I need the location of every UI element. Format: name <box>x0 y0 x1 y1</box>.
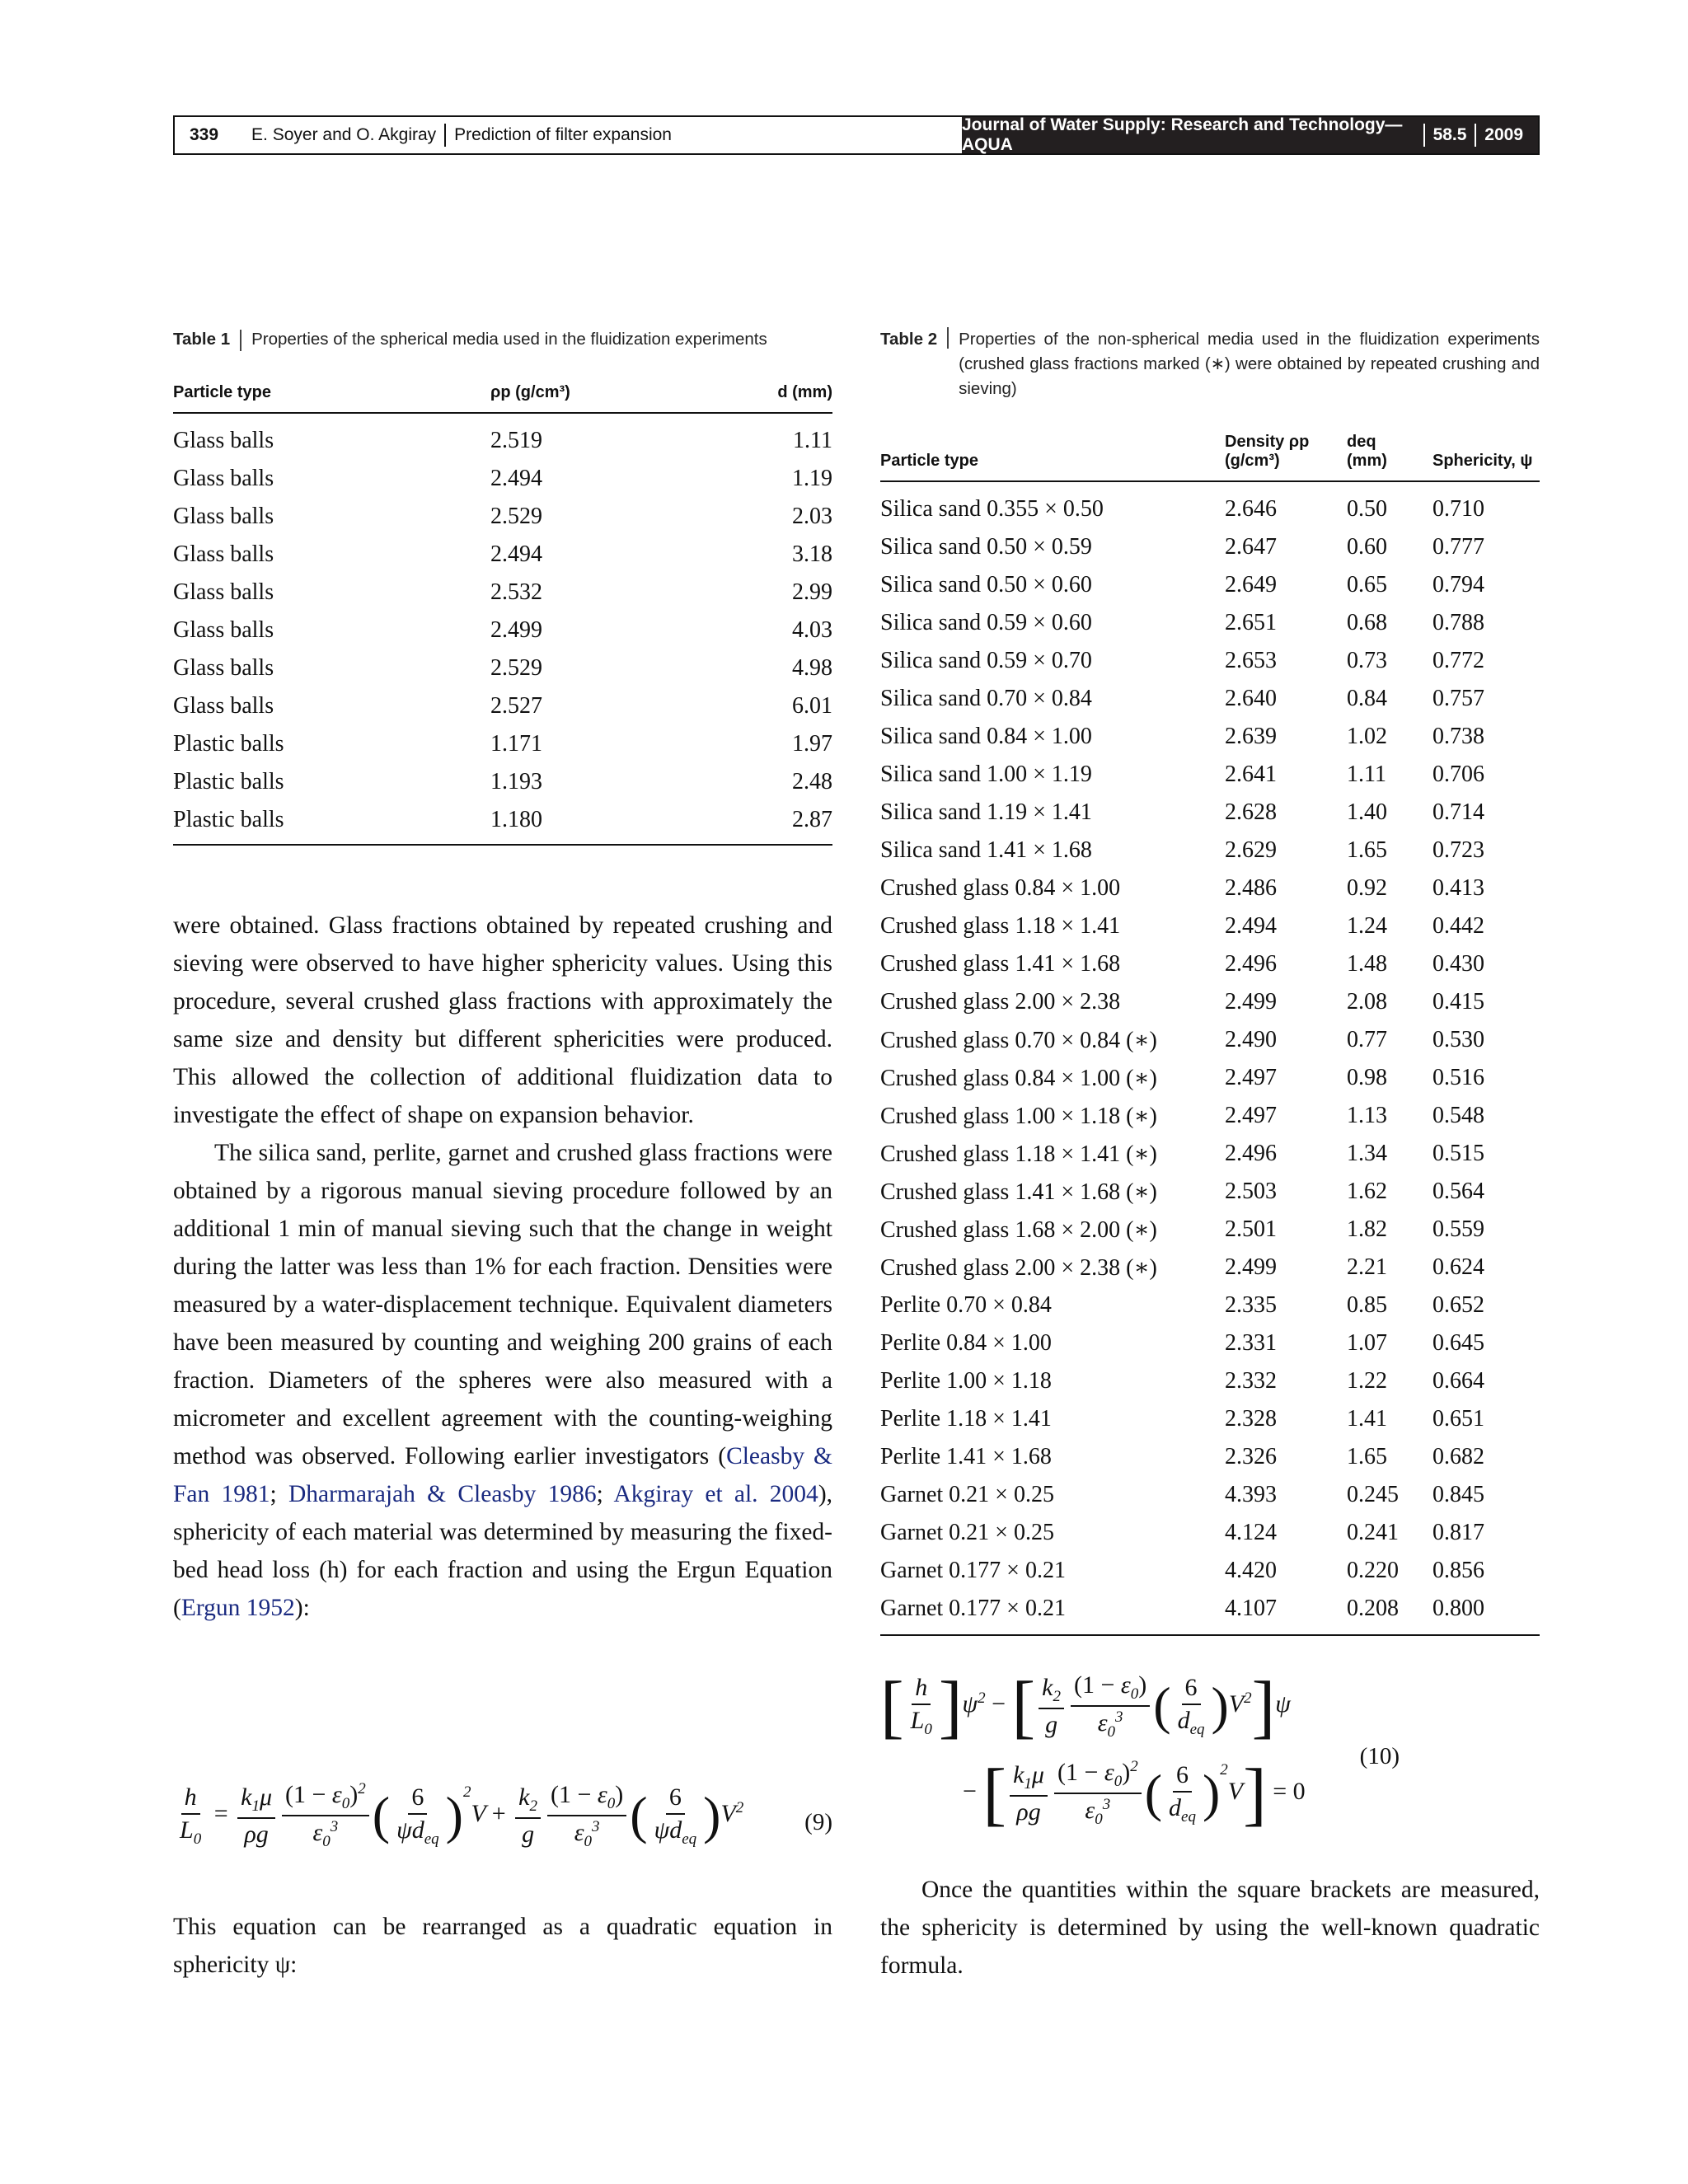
table-cell: 2.496 <box>1225 1141 1277 1166</box>
left-body-text-2 <box>173 1908 832 1984</box>
table-row <box>880 983 1540 1021</box>
table-cell: 0.738 <box>1432 724 1484 749</box>
table1-caption-text: Properties of the spherical media used in the fluidization experiments <box>251 330 767 349</box>
table-row <box>880 1249 1540 1286</box>
paragraph: Once the quantities within the square brackets are measured, the sphericity is determined by using the well-known quadratic formula. <box>880 1877 1540 1979</box>
table-cell: Plastic balls <box>173 769 284 794</box>
table-cell: Glass balls <box>173 579 274 605</box>
right-body-text <box>880 1871 1540 1985</box>
table-cell: Garnet 0.21 × 0.25 <box>880 1482 1054 1507</box>
table-cell: 4.03 <box>792 617 832 643</box>
equation-number: (10) <box>1359 1743 1400 1769</box>
table-row <box>880 1514 1540 1552</box>
table2-header-row <box>880 433 1540 481</box>
table-row <box>880 832 1540 869</box>
table-cell: Glass balls <box>173 617 274 643</box>
table-row <box>880 1362 1540 1400</box>
table-row <box>173 413 832 460</box>
table-cell: 0.85 <box>1347 1292 1387 1318</box>
table-cell: Crushed glass 1.00 × 1.18 (∗) <box>880 1104 1157 1129</box>
table-cell: 1.40 <box>1347 799 1387 825</box>
table-row <box>880 869 1540 907</box>
table-cell: 2.496 <box>1225 951 1277 977</box>
table-cell: 0.788 <box>1432 610 1484 635</box>
table-row <box>880 566 1540 604</box>
table-cell: 0.84 <box>1347 686 1387 711</box>
table-row <box>880 756 1540 794</box>
table-cell: Garnet 0.177 × 0.21 <box>880 1558 1066 1583</box>
table-cell: 2.494 <box>490 541 542 567</box>
table-row <box>173 460 832 498</box>
table-cell: 0.73 <box>1347 648 1387 673</box>
table-row <box>173 725 832 763</box>
table-cell: 2.640 <box>1225 686 1277 711</box>
table-row <box>880 1438 1540 1476</box>
table-cell: 2.646 <box>1225 496 1277 522</box>
table-cell: Perlite 1.00 × 1.18 <box>880 1368 1052 1394</box>
table-cell: 0.516 <box>1432 1065 1484 1090</box>
table-cell: 2.529 <box>490 504 542 529</box>
table-cell: 2.99 <box>792 579 832 605</box>
table-cell: Silica sand 0.50 × 0.60 <box>880 572 1092 598</box>
table-cell: 0.757 <box>1432 686 1484 711</box>
table-cell: 0.772 <box>1432 648 1484 673</box>
table-cell: Crushed glass 1.68 × 2.00 (∗) <box>880 1217 1157 1243</box>
table-cell: 0.714 <box>1432 799 1484 825</box>
table-cell: 2.497 <box>1225 1103 1277 1128</box>
table-cell: Silica sand 0.50 × 0.59 <box>880 534 1092 560</box>
table-row <box>880 1211 1540 1249</box>
table-row <box>173 574 832 612</box>
table-cell: Garnet 0.21 × 0.25 <box>880 1520 1054 1545</box>
table-cell: Glass balls <box>173 466 274 491</box>
table-cell: 1.11 <box>793 428 832 453</box>
table1-col-header: Particle type <box>173 383 271 401</box>
table-cell: 2.649 <box>1225 572 1277 598</box>
header-right <box>962 117 1538 153</box>
table-cell: 0.208 <box>1347 1596 1399 1621</box>
table2-label: Table 2 <box>880 330 938 349</box>
table-cell: 0.92 <box>1347 875 1387 901</box>
paragraph: The silica sand, perlite, garnet and crushed glass fractions were obtained by a rigorous manual sieving procedure followed by an additional 1 min of manual sieving such that the change in weight during the latter was less than 1% for each fraction. Densities were measured by a water-displacement technique. Equivalent diameters have been measured by counting and weighing 200 grains of each fraction. Diameters of the spheres were also measured with a micrometer and excellent agreement with the counting-weighing method was observed. Following earlier investigators (Cleasby & Fan 1981; Dharmarajah & Cleasby 1986; Akgiray et al. 2004), sphericity of each material was determined by measuring the fixed-bed head loss (h) for each fraction and using the Ergun Equation (Ergun 1952): <box>173 1140 833 1621</box>
table-cell: 0.415 <box>1432 989 1484 1015</box>
journal-name: Journal of Water Supply: Research and Technology—AQUA <box>962 115 1403 154</box>
table2-col-header: Sphericity, ψ <box>1432 452 1533 470</box>
table-cell: 2.326 <box>1225 1444 1277 1469</box>
table-cell: 1.07 <box>1347 1330 1387 1356</box>
table-cell: 4.98 <box>792 655 832 681</box>
table-cell: 0.98 <box>1347 1065 1387 1090</box>
table-cell: Crushed glass 1.18 × 1.41 <box>880 913 1121 939</box>
table-cell: Silica sand 1.00 × 1.19 <box>880 762 1092 787</box>
table-cell: Garnet 0.177 × 0.21 <box>880 1596 1066 1621</box>
table1-header-row <box>173 383 832 413</box>
table-cell: Crushed glass 1.18 × 1.41 (∗) <box>880 1141 1157 1167</box>
table-cell: 2.48 <box>792 769 832 794</box>
table-cell: 1.97 <box>792 731 832 757</box>
table-cell: 0.77 <box>1347 1027 1387 1052</box>
table2 <box>880 433 1540 1636</box>
table-cell: 0.645 <box>1432 1330 1484 1356</box>
table-cell: 0.794 <box>1432 572 1484 598</box>
table-cell: 2.332 <box>1225 1368 1277 1394</box>
table-cell: 0.652 <box>1432 1292 1484 1318</box>
table-cell: 2.03 <box>792 504 832 529</box>
table-row <box>880 945 1540 983</box>
table-row <box>880 907 1540 945</box>
header-left <box>175 117 962 153</box>
table-cell: 0.559 <box>1432 1216 1484 1242</box>
header-authors: E. Soyer and O. Akgiray <box>251 125 437 144</box>
table1-label: Table 1 <box>173 330 231 349</box>
table-cell: 2.651 <box>1225 610 1277 635</box>
table-cell: 0.442 <box>1432 913 1484 939</box>
table-cell: 0.220 <box>1347 1558 1399 1583</box>
table-cell: 2.328 <box>1225 1406 1277 1432</box>
table-cell: Plastic balls <box>173 807 284 832</box>
table-cell: Silica sand 0.355 × 0.50 <box>880 496 1104 522</box>
equation-9: $\frac{h}{L_0}$ = $\frac{k_1\mu}{\rho g}$ $\frac{(1 - \varepsilon_0)^2}{\varepsilon_0^3}$ ( $\frac{6}{\psi d_{eq}}$ )$^2$V + $\frac{k_2}{g}$ $\frac{(1 - \varepsilon_0)}{\varepsilon_0^3}$ ( $\frac{6}{\psi d_{eq}}$ )$V^2$ <box>180 1780 744 1850</box>
table-cell: 1.193 <box>490 769 542 794</box>
table-row <box>173 687 832 725</box>
table-row <box>880 718 1540 756</box>
table-cell: 2.641 <box>1225 762 1277 787</box>
table-cell: Crushed glass 0.84 × 1.00 (∗) <box>880 1066 1157 1091</box>
table-cell: Plastic balls <box>173 731 284 757</box>
table-cell: Glass balls <box>173 541 274 567</box>
table-cell: 2.647 <box>1225 534 1277 560</box>
table-cell: 2.335 <box>1225 1292 1277 1318</box>
table-cell: Silica sand 1.19 × 1.41 <box>880 799 1092 825</box>
table-cell: 4.393 <box>1225 1482 1277 1507</box>
table-cell: 2.639 <box>1225 724 1277 749</box>
table-cell: 0.245 <box>1347 1482 1399 1507</box>
table-cell: 2.519 <box>490 428 542 453</box>
table-row <box>173 498 832 536</box>
table-cell: 2.486 <box>1225 875 1277 901</box>
table-row <box>880 1135 1540 1173</box>
table-row <box>880 1059 1540 1097</box>
table-cell: Crushed glass 1.41 × 1.68 (∗) <box>880 1179 1157 1205</box>
table-cell: Perlite 0.84 × 1.00 <box>880 1330 1052 1356</box>
table2-col-header: Density ρp (g/cm³) <box>1225 433 1310 470</box>
table2-caption-text: Properties of the non-spherical media used in the fluidization experiments (crushed glass fractions marked (∗) were obtained by repeated crushing and sieving) <box>959 330 1540 398</box>
table-cell: 1.65 <box>1347 1444 1387 1469</box>
table-cell: 0.413 <box>1432 875 1484 901</box>
table-cell: 1.48 <box>1347 951 1387 977</box>
table-cell: 0.845 <box>1432 1482 1484 1507</box>
citation-link[interactable]: Dharmarajah & Cleasby 1986 <box>288 1481 597 1507</box>
table-cell: 2.532 <box>490 579 542 605</box>
table-row <box>880 642 1540 680</box>
header-divider <box>1423 124 1425 147</box>
table-cell: 0.651 <box>1432 1406 1484 1432</box>
table-row <box>880 1476 1540 1514</box>
table-row <box>173 612 832 649</box>
table-cell: 0.710 <box>1432 496 1484 522</box>
page-number: 339 <box>190 125 219 144</box>
table-cell: 1.19 <box>792 466 832 491</box>
table2-col-header: Particle type <box>880 452 978 470</box>
table1 <box>173 383 832 846</box>
table-row <box>880 1552 1540 1590</box>
running-header <box>173 115 1540 155</box>
table-row <box>880 1324 1540 1362</box>
table-cell: 0.548 <box>1432 1103 1484 1128</box>
table-row <box>880 1400 1540 1438</box>
table-cell: 0.624 <box>1432 1254 1484 1280</box>
table-row <box>173 536 832 574</box>
table-cell: 1.13 <box>1347 1103 1387 1128</box>
table-cell: 1.62 <box>1347 1179 1387 1204</box>
table-row <box>173 763 832 801</box>
table-cell: Silica sand 1.41 × 1.68 <box>880 837 1092 863</box>
table-row <box>880 680 1540 718</box>
table-cell: 2.527 <box>490 693 542 719</box>
table-cell: Crushed glass 0.70 × 0.84 (∗) <box>880 1028 1157 1053</box>
table-cell: 0.241 <box>1347 1520 1399 1545</box>
table-cell: 0.682 <box>1432 1444 1484 1469</box>
table-row <box>880 1021 1540 1059</box>
table-cell: 6.01 <box>792 693 832 719</box>
table-cell: 0.723 <box>1432 837 1484 863</box>
table-cell: 2.499 <box>490 617 542 643</box>
table-cell: 2.529 <box>490 655 542 681</box>
table-cell: Perlite 0.70 × 0.84 <box>880 1292 1052 1318</box>
table-cell: 2.628 <box>1225 799 1277 825</box>
table-cell: 0.50 <box>1347 496 1387 522</box>
table-cell: 0.664 <box>1432 1368 1484 1394</box>
table-row <box>880 528 1540 566</box>
left-body-text <box>173 907 832 1627</box>
table-row <box>880 604 1540 642</box>
table-cell: 0.530 <box>1432 1027 1484 1052</box>
table-cell: 0.430 <box>1432 951 1484 977</box>
table-cell: 2.503 <box>1225 1179 1277 1204</box>
table-cell: 0.800 <box>1432 1596 1484 1621</box>
table2-caption <box>880 327 1540 401</box>
table-row <box>173 649 832 687</box>
table-row <box>880 794 1540 832</box>
table1-caption <box>173 327 832 352</box>
table-cell: 0.856 <box>1432 1558 1484 1583</box>
table-cell: 1.34 <box>1347 1141 1387 1166</box>
table-cell: Crushed glass 1.41 × 1.68 <box>880 951 1121 977</box>
table-row <box>880 1173 1540 1211</box>
table-cell: 0.515 <box>1432 1141 1484 1166</box>
table-cell: 2.494 <box>1225 913 1277 939</box>
journal-volume: 58.5 <box>1432 125 1467 144</box>
table-cell: 1.171 <box>490 731 542 757</box>
table-cell: 2.629 <box>1225 837 1277 863</box>
table-cell: Glass balls <box>173 693 274 719</box>
citation-link[interactable]: Akgiray et al. 2004 <box>613 1481 818 1507</box>
table-row <box>880 1286 1540 1324</box>
table-cell: Crushed glass 2.00 × 2.38 (∗) <box>880 1255 1157 1281</box>
table-cell: 0.60 <box>1347 534 1387 560</box>
table-cell: 0.777 <box>1432 534 1484 560</box>
table-cell: Glass balls <box>173 428 274 453</box>
table-cell: Crushed glass 2.00 × 2.38 <box>880 989 1121 1015</box>
table-cell: 2.653 <box>1225 648 1277 673</box>
header-divider <box>1475 124 1476 147</box>
journal-year: 2009 <box>1484 125 1523 144</box>
table-cell: 2.501 <box>1225 1216 1277 1242</box>
paragraph: This equation can be rearranged as a quadratic equation in sphericity ψ: <box>173 1914 832 1978</box>
paragraph: were obtained. Glass fractions obtained by repeated crushing and sieving were observed to have higher sphericity values. Using this procedure, several crushed glass fractions with approximately the same size and density but different sphericities were produced. This allowed the collection of additional fluidization data to investigate the effect of shape on expansion behavior. <box>173 912 832 1128</box>
table-cell: 1.02 <box>1347 724 1387 749</box>
table-cell: 1.41 <box>1347 1406 1387 1432</box>
table-cell: 0.564 <box>1432 1179 1484 1204</box>
table-cell: 2.499 <box>1225 1254 1277 1280</box>
table-cell: 4.107 <box>1225 1596 1277 1621</box>
table2-col-header: deq (mm) <box>1347 433 1387 470</box>
table-cell: 2.499 <box>1225 989 1277 1015</box>
equation-10: [ $\frac{h}{L_0}$ ]$\psi^2$ − [ $\frac{k_2}{g}$ $\frac{(1 - \varepsilon_0)}{\varepsilon_0^3}$ ( $\frac{6}{d_{eq}}$ )$V^2]\psi$ − [ $\frac{k_1\mu}{\rho g}$ $\frac{(1 - \varepsilon_0)^2}{\varepsilon_0^3}$ ( $\frac{6}{d_{eq}}$ )$^2$V] = 0 <box>880 1666 1306 1833</box>
header-divider <box>444 124 446 147</box>
table-cell: Glass balls <box>173 504 274 529</box>
table-cell: 4.124 <box>1225 1520 1277 1545</box>
table-cell: Silica sand 0.59 × 0.70 <box>880 648 1092 673</box>
table-row <box>173 801 832 845</box>
table-cell: 0.65 <box>1347 572 1387 598</box>
table-cell: 0.68 <box>1347 610 1387 635</box>
table-cell: 2.497 <box>1225 1065 1277 1090</box>
table-cell: 2.21 <box>1347 1254 1387 1280</box>
citation-link[interactable]: Ergun 1952 <box>181 1595 295 1621</box>
table-cell: Perlite 1.41 × 1.68 <box>880 1444 1052 1469</box>
table-cell: 0.817 <box>1432 1520 1484 1545</box>
table-cell: 0.706 <box>1432 762 1484 787</box>
table-cell: 2.87 <box>792 807 832 832</box>
table-row <box>880 481 1540 528</box>
table-cell: 1.11 <box>1347 762 1386 787</box>
table-cell: 1.82 <box>1347 1216 1387 1242</box>
citation-link[interactable]: Cleasby & Fan 1981 <box>173 1443 832 1507</box>
table-row <box>880 1097 1540 1135</box>
table-cell: 1.24 <box>1347 913 1387 939</box>
table-row <box>880 1590 1540 1635</box>
table1-col-header: d (mm) <box>777 383 832 401</box>
table-cell: Silica sand 0.70 × 0.84 <box>880 686 1092 711</box>
table-cell: Silica sand 0.59 × 0.60 <box>880 610 1092 635</box>
table-cell: 2.490 <box>1225 1027 1277 1052</box>
table-cell: 2.08 <box>1347 989 1387 1015</box>
table-cell: Glass balls <box>173 655 274 681</box>
table-cell: 3.18 <box>792 541 832 567</box>
table1-col-header: ρp (g/cm³) <box>490 383 570 401</box>
header-short-title: Prediction of filter expansion <box>454 125 672 144</box>
table-cell: 1.22 <box>1347 1368 1387 1394</box>
table-cell: 1.180 <box>490 807 542 832</box>
table-cell: Perlite 1.18 × 1.41 <box>880 1406 1052 1432</box>
table-cell: Silica sand 0.84 × 1.00 <box>880 724 1092 749</box>
table-cell: Crushed glass 0.84 × 1.00 <box>880 875 1121 901</box>
equation-number: (9) <box>804 1809 832 1835</box>
table-cell: 2.331 <box>1225 1330 1277 1356</box>
table-cell: 1.65 <box>1347 837 1387 863</box>
table-cell: 2.494 <box>490 466 542 491</box>
table-cell: 4.420 <box>1225 1558 1277 1583</box>
